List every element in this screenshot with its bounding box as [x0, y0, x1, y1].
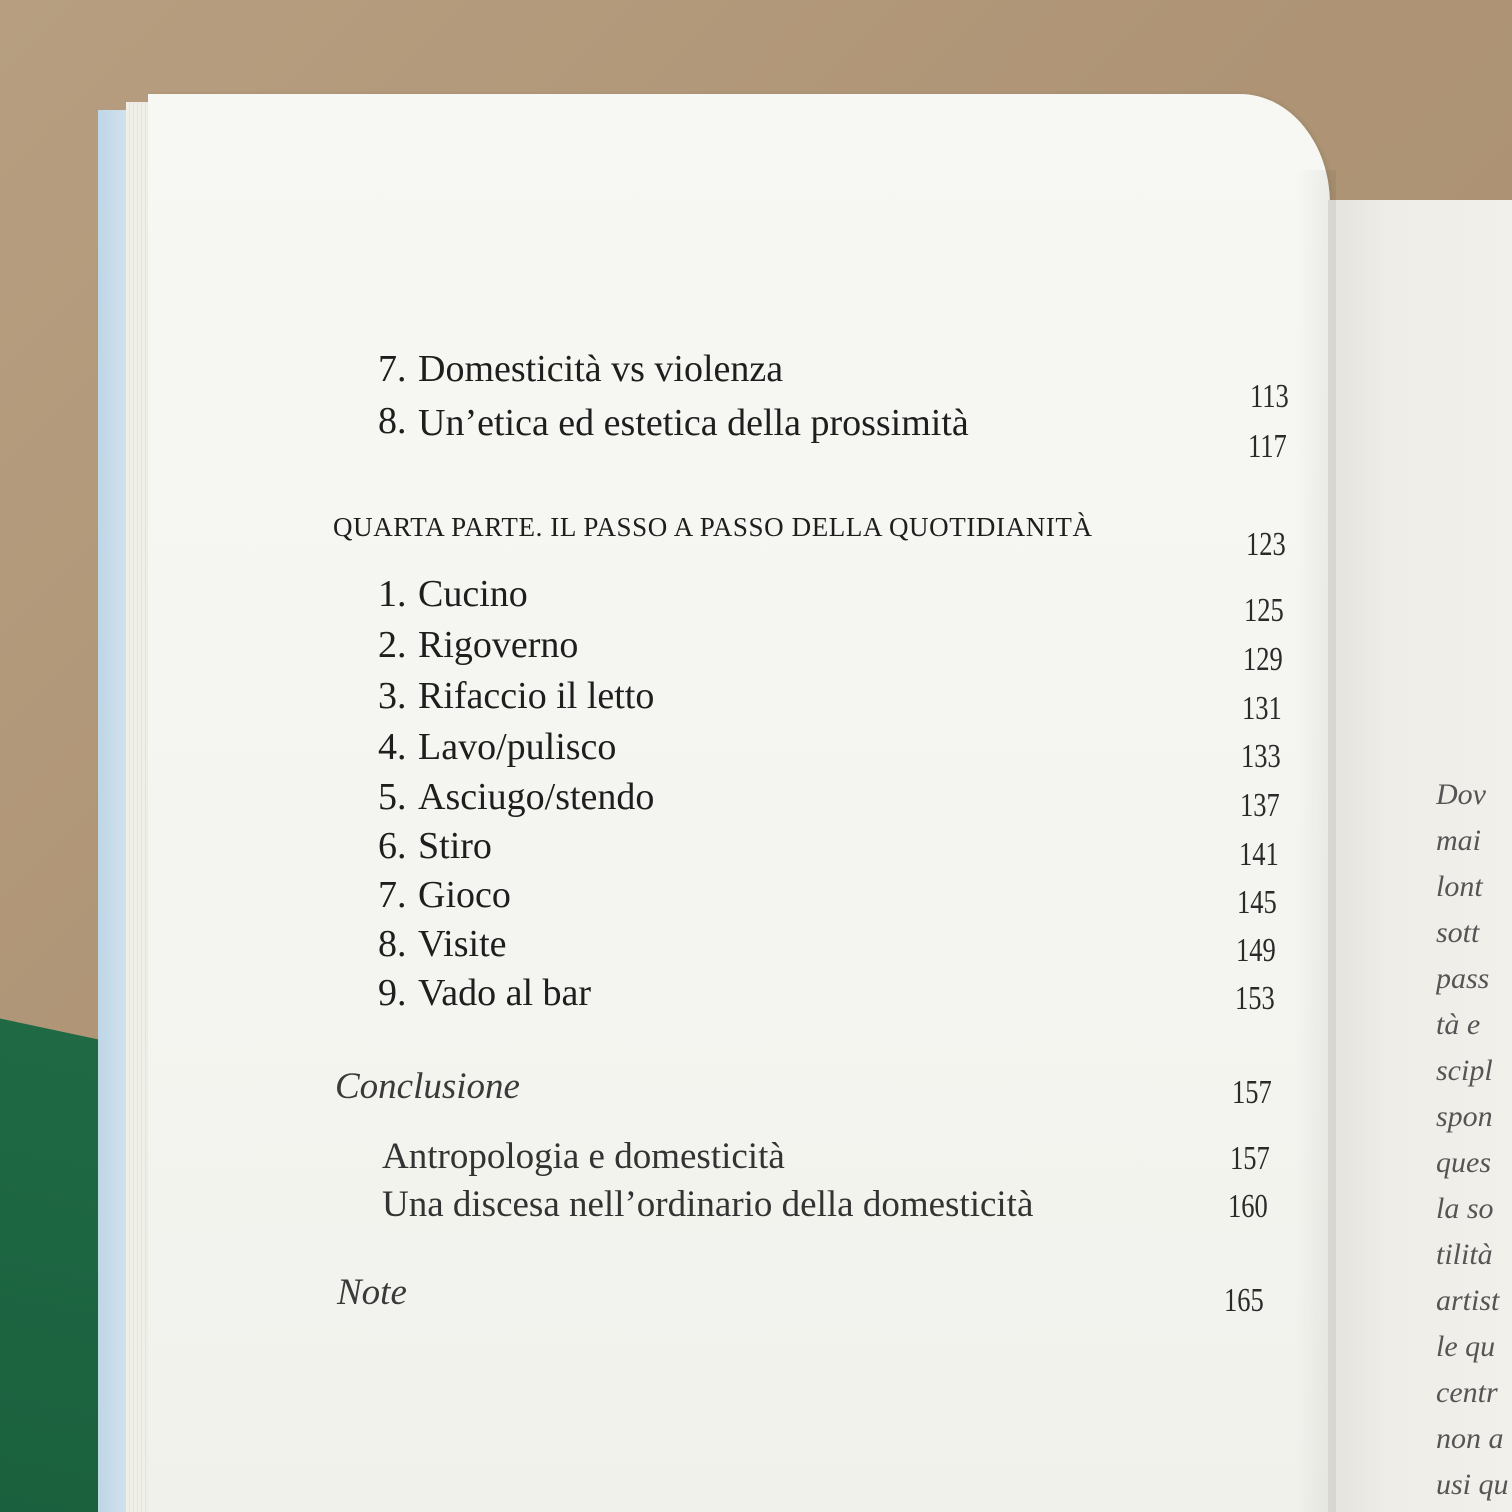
toc-entry-number: 9.: [378, 972, 407, 1014]
toc-entry-title: Una discesa nell’ordinario della domesticità: [382, 1184, 1034, 1225]
toc-entry-page: 129: [1243, 641, 1283, 678]
toc-entry-number: 6.: [378, 825, 407, 867]
facing-line: mai: [1436, 824, 1481, 857]
toc-entry-title: Un’etica ed estetica della prossimità: [418, 402, 969, 444]
facing-line: la so: [1436, 1192, 1494, 1225]
toc-entry-number: 7.: [378, 348, 407, 390]
toc-entry-page: 117: [1248, 428, 1287, 465]
notes-page: 165: [1224, 1282, 1264, 1319]
facing-line: Dov: [1436, 778, 1486, 811]
toc-entry-number: 5.: [378, 776, 407, 818]
toc-entry-number: 1.: [378, 573, 407, 615]
conclusion-heading: Conclusione: [335, 1066, 520, 1107]
facing-line: lont: [1436, 870, 1483, 903]
facing-line: pass: [1436, 962, 1490, 995]
toc-entry-page: 113: [1250, 378, 1289, 415]
toc-entry-page: 125: [1244, 592, 1284, 629]
toc-entry-page: 137: [1240, 787, 1280, 824]
facing-line: scipl: [1436, 1054, 1493, 1087]
toc-entry-title: Lavo/pulisco: [418, 726, 617, 768]
toc-entry-title: Domesticità vs violenza: [418, 348, 784, 390]
toc-entry-page: 149: [1236, 932, 1276, 969]
toc-entry-number: 8.: [378, 923, 407, 965]
toc-entry-title: Antropologia e domesticità: [382, 1136, 785, 1177]
toc-entry-title: Asciugo/stendo: [418, 776, 655, 818]
notes-heading: Note: [337, 1272, 407, 1313]
toc-entry-page: 133: [1241, 738, 1281, 775]
toc-entry-page: 153: [1235, 980, 1275, 1017]
toc-entry-title: Stiro: [418, 825, 492, 867]
toc-entry-number: 3.: [378, 675, 407, 717]
facing-line: artist: [1436, 1284, 1500, 1317]
facing-line: sott: [1436, 916, 1480, 949]
section-page: 123: [1246, 526, 1286, 563]
toc-entry-number: 8.: [378, 400, 407, 442]
facing-line: spon: [1436, 1100, 1493, 1133]
facing-line: non a: [1436, 1422, 1504, 1455]
facing-line: tilità: [1436, 1238, 1493, 1271]
toc-entry-title: Cucino: [418, 573, 528, 615]
facing-line: ques: [1436, 1146, 1491, 1179]
toc-entry-title: Gioco: [418, 874, 511, 916]
toc-entry-number: 2.: [378, 624, 407, 666]
facing-line: tà e: [1436, 1008, 1481, 1041]
toc-entry-page: 145: [1237, 884, 1277, 921]
toc-entry-page: 141: [1239, 836, 1279, 873]
toc-entry-number: 7.: [378, 874, 407, 916]
toc-entry-page: 160: [1228, 1188, 1268, 1225]
facing-line: centr: [1436, 1376, 1498, 1409]
toc-entry-title: Rigoverno: [418, 624, 579, 666]
facing-page-text: [1436, 772, 1512, 1508]
toc-entry-title: Visite: [418, 923, 507, 965]
conclusion-page: 157: [1232, 1074, 1272, 1111]
facing-line: le qu: [1436, 1330, 1496, 1363]
toc-entry-title: Vado al bar: [418, 972, 592, 1014]
toc-entry-number: 4.: [378, 726, 407, 768]
facing-line: usi qu: [1436, 1468, 1509, 1501]
toc-entry-title: Rifaccio il letto: [418, 675, 655, 717]
toc-entry-page: 157: [1230, 1140, 1270, 1177]
section-heading: QUARTA PARTE. IL PASSO A PASSO DELLA QUOTIDIANITÀ: [333, 512, 1093, 542]
toc-entry-page: 131: [1242, 690, 1282, 727]
